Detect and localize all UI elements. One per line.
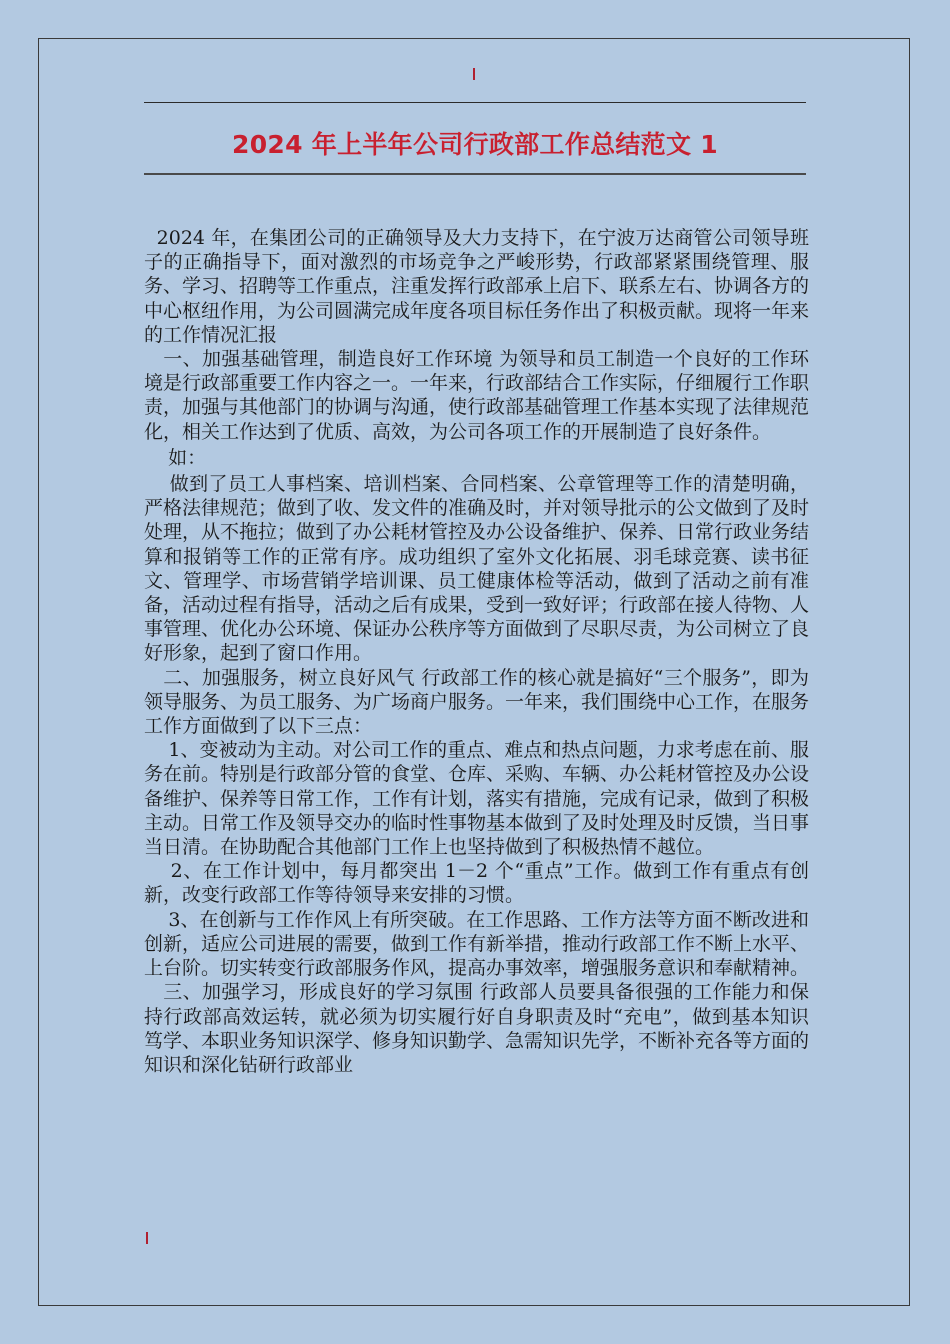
paragraph-point-3: 3、在创新与工作作风上有所突破。在工作思路、工作方法等方面不断改进和创新，适应公司进展的需要，做到工作有新举措，推动行政部工作不断上水平、上台阶。切实转变行政部服务作风，提高办事效率，增强服务意识和奉献精神。 xyxy=(144,908,810,980)
header-cursor-mark xyxy=(473,68,475,80)
paragraph-section-2: 二、加强服务，树立良好风气 行政部工作的核心就是搞好“三个服务”，即为领导服务、为员工服务、为广场商户服务。一年来，我们围绕中心工作，在服务工作方面做到了以下三点： xyxy=(144,666,810,738)
paragraph-section-3: 三、加强学习，形成良好的学习氛围 行政部人员要具备很强的工作能力和保持行政部高效运转，就必须为切实履行好自身职责及时“充电”，做到基本知识笃学、本职业务知识深学、修身知识勤学、急需知识先学，不断补充各等方面的知识和深化钻研行政部业 xyxy=(144,981,810,1076)
paragraph-point-1: 1、变被动为主动。对公司工作的重点、难点和热点问题，力求考虑在前、服务在前。特别是行政部分管的食堂、仓库、采购、车辆、办公耗材管控及办公设备维护、保养等日常工作，工作有计划，落实有措施，完成有记录，做到了积极主动。日常工作及领导交办的临时性事物基本做到了及时处理及时反馈，当日事当日清。在协助配合其他部门工作上也坚持做到了积极热情不越位。 xyxy=(144,739,810,859)
footer-cursor-mark xyxy=(146,1232,148,1244)
paragraph-point-2: 2、在工作计划中，每月都突出 1－2 个“重点”工作。做到工作有重点有创新，改变行政部工作等待领导来安排的习惯。 xyxy=(144,860,809,907)
paragraph-section-1-detail: 做到了员工人事档案、培训档案、合同档案、公章管理等工作的清楚明确，严格法律规范；做到了收、发文件的准确及时，并对领导批示的公文做到了及时处理，从不拖拉；做到了办公耗材管控及办公设备维护、保养、日常行政业务结算和报销等工作的正常有序。成功组织了室外文化拓展、羽毛球竞赛、读书征文、管理学、市场营销学培训课、员工健康体检等活动，做到了活动之前有准备，活动过程有指导，活动之后有成果，受到一致好评；行政部在接人待物、人事管理、优化办公环境、保证办公秩序等方面做到了尽职尽责，为公司树立了良好形象，起到了窗口作用。 xyxy=(144,473,810,665)
paragraph-example-label: 如： xyxy=(144,446,207,469)
document-body xyxy=(144,226,809,1077)
header-rule xyxy=(144,102,806,103)
paragraph-intro: 2024 年，在集团公司的正确领导及大力支持下，在宁波万达商管公司领导班子的正确指导下，面对激烈的市场竞争之严峻形势，行政部紧紧围绕管理、服务、学习、招聘等工作重点，注重发挥行政部承上启下、联系左右、协调各方的中心枢纽作用，为公司圆满完成年度各项目标任务作出了积极贡献。现将一年来的工作情况汇报 xyxy=(144,227,810,346)
title-underline xyxy=(144,173,806,175)
document-title: 2024 年上半年公司行政部工作总结范文 1 xyxy=(232,130,718,159)
paragraph-section-1: 一、加强基础管理，制造良好工作环境 为领导和员工制造一个良好的工作环境是行政部重要工作内容之一。一年来，行政部结合工作实际，仔细履行工作职责，加强与其他部门的协调与沟通，使行政部基础管理工作基本实现了法律规范化，相关工作达到了优质、高效，为公司各项工作的开展制造了良好条件。 xyxy=(144,348,810,443)
